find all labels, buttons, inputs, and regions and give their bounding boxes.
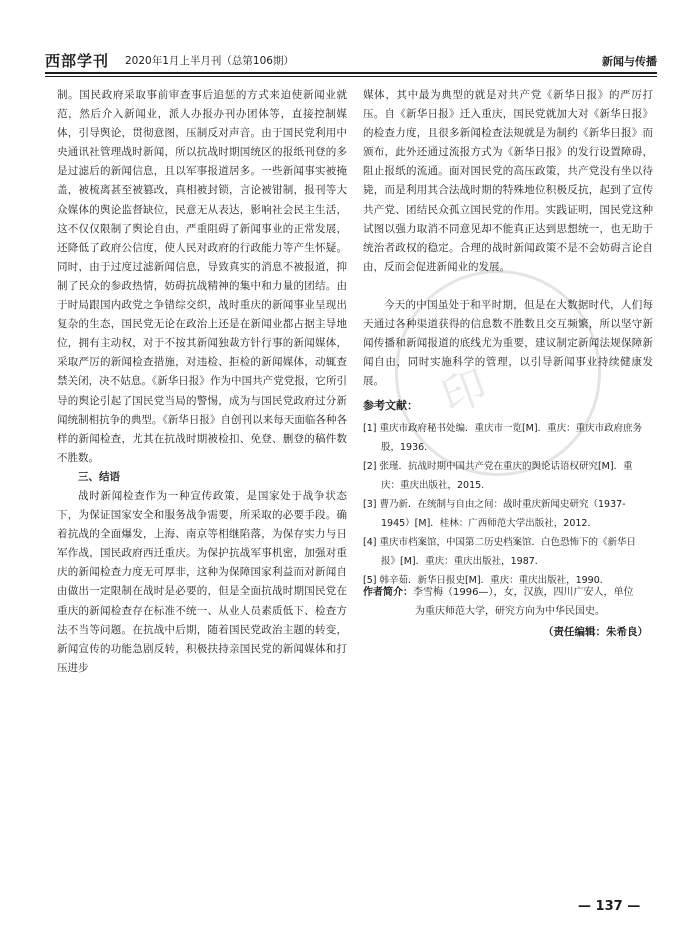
right-column: [363, 86, 653, 391]
responsible-editor: （责任编辑：朱希良）: [543, 626, 648, 638]
reference-item: [1] 重庆市政府秘书处编．重庆市一览[M]．重庆：重庆市政府庶务股，1936.: [363, 423, 643, 453]
body-paragraph: 媒体，其中最为典型的就是对共产党《新华日报》的严厉打压。自《新华日报》迁入重庆，国民党就加大对《新华日报》的检查力度，且很多新闻检查法规就是为制约《新华日报》而颁布，此外还通过流报方式为《新华日报》的发行设置障碍，阻止报纸的流通。面对国民党的高压政策，共产党没有坐以待毙，而是利用其合法战时期的特殊地位积极反抗，起到了宣传共产党、团结民众孤立国民党的作用。实践证明，国民党这种试图以强力取消不同意见却不能真正达到思想统一，也无助于统治者政权的稳定。合理的战时新闻政策不是不会妨碍言论自由，反而会促进新闻业的发展。: [363, 89, 653, 273]
reference-item: [2] 张瑾．抗战时期中国共产党在重庆的舆论话语权研究[M]．重庆：重庆出版社，2015.: [363, 461, 633, 491]
body-paragraph: 战时新闻检查作为一种宣传政策，是国家处于战争状态下，为保证国家安全和服务战争需要，所采取的必要手段。确着抗战的全面爆发，上海、南京等相继陷落，为保存实力与日军作战，国民政府西迁重庆。为保护抗战军事机密，加强对重庆的新闻检查力度无可厚非，这种为保障国家利益而对新闻自由做出一定限制在战时是必要的，但是全面抗战时期国民党在重庆的新闻检查存在标准不统一、从业人员素质低下、检查方法不当等问题。在抗战中后期，随着国民党政治主题的转变，新闻宣传的功能急剧反转，积极扶持亲国民党的新闻媒体和打压进步: [57, 489, 347, 674]
issue-info: 2020年1月上半月刊（总第106期）: [125, 55, 294, 67]
watermark-glyph: 印: [435, 360, 494, 424]
references-title: 参考文献：: [363, 399, 418, 412]
author-bio: [363, 583, 649, 621]
section-title: 新闻与传播: [602, 55, 657, 68]
reference-item: [3] 曹乃新．在统制与自由之间：战时重庆新闻史研究（1937-1945）[M]．桂林：广西师范大学出版社，2012.: [363, 499, 626, 529]
journal-brand: 西部学刊: [45, 52, 110, 70]
page-number: — 137 —: [578, 899, 641, 914]
references-list: [363, 419, 649, 590]
header-rule-thick: [45, 72, 657, 74]
body-paragraph: 今天的中国虽处于和平时期，但是在大数据时代，人们每天通过各种渠道获得的信息数不胜数且交互频繁，所以坚守新闻传播和新闻报道的底线尤为重要，建议制定新闻法规保障新闻自由，同时实施科学的管理，以引导新闻事业持续健康发展。: [363, 298, 653, 388]
page-header: [45, 48, 657, 70]
body-paragraph: 制。国民政府采取事前审查事后追惩的方式来迫使新闻业就范，然后介入新闻业，派人办报办刊办团体等，直接控制媒体，引导舆论，贯彻意图，压制反对声音。由于国民党利用中央通讯社管理战时新闻，所以抗战时期国统区的报纸刊登的多是过滤后的新闻信息，且以军事报道居多。一些新闻事实被掩盖，被梳离甚至被篡改，真相被封锁，言论被钳制，报刊等大众媒体的舆论监督缺位，民意无从表达，影响社会民主生活，这不仅仅限制了舆论自由，严重阻碍了新闻事业的正常发展，还降低了政府公信度，使人民对政府的行政能力等产生怀疑。同时，由于过度过滤新闻信息，导致真实的消息不被报道，抑制了民众的参政热情，妨碍抗战精神的集中和力量的团结。由于时局跟国内政党之争错综交织，战时重庆的新闻事业呈现出复杂的生态，国民党无论在政治上还是在新闻业都占据主导地位，拥有主动权，对于不按其新闻独裁方针行事的新闻媒体，采取严厉的新闻检查措施，对违检、拒检的新闻媒体，动辄查禁关闭，决不姑息。《新华日报》作为中国共产党党报，它所引导的舆论引起了国民党当局的警惕，成为与国民党政府过分新闻统制相抗争的典型。《新华日报》自创刊以来每天面临各种各样的新闻检查，尤其在抗战时期被检扣、免登、删登的稿件数不胜数。: [57, 89, 347, 464]
reference-item: [4] 重庆市档案馆，中国第二历史档案馆．白色恐怖下的《新华日报》[M]．重庆：重庆出版社，1987.: [363, 537, 636, 567]
author-bio-line2: 为重庆师范大学，研究方向为中华民国史。: [415, 606, 605, 617]
section-heading-conclusion: 三、结语: [78, 470, 120, 483]
header-rule-thin: [45, 76, 657, 77]
left-column: [57, 86, 347, 678]
author-bio-line1: 李雪梅（1996—），女，汉族，四川广安人，单位: [413, 587, 634, 598]
author-bio-label: 作者简介：: [363, 587, 413, 598]
reference-item: [5] 韩辛茹．新华日报史[M]．重庆：重庆出版社，1990.: [363, 575, 603, 586]
